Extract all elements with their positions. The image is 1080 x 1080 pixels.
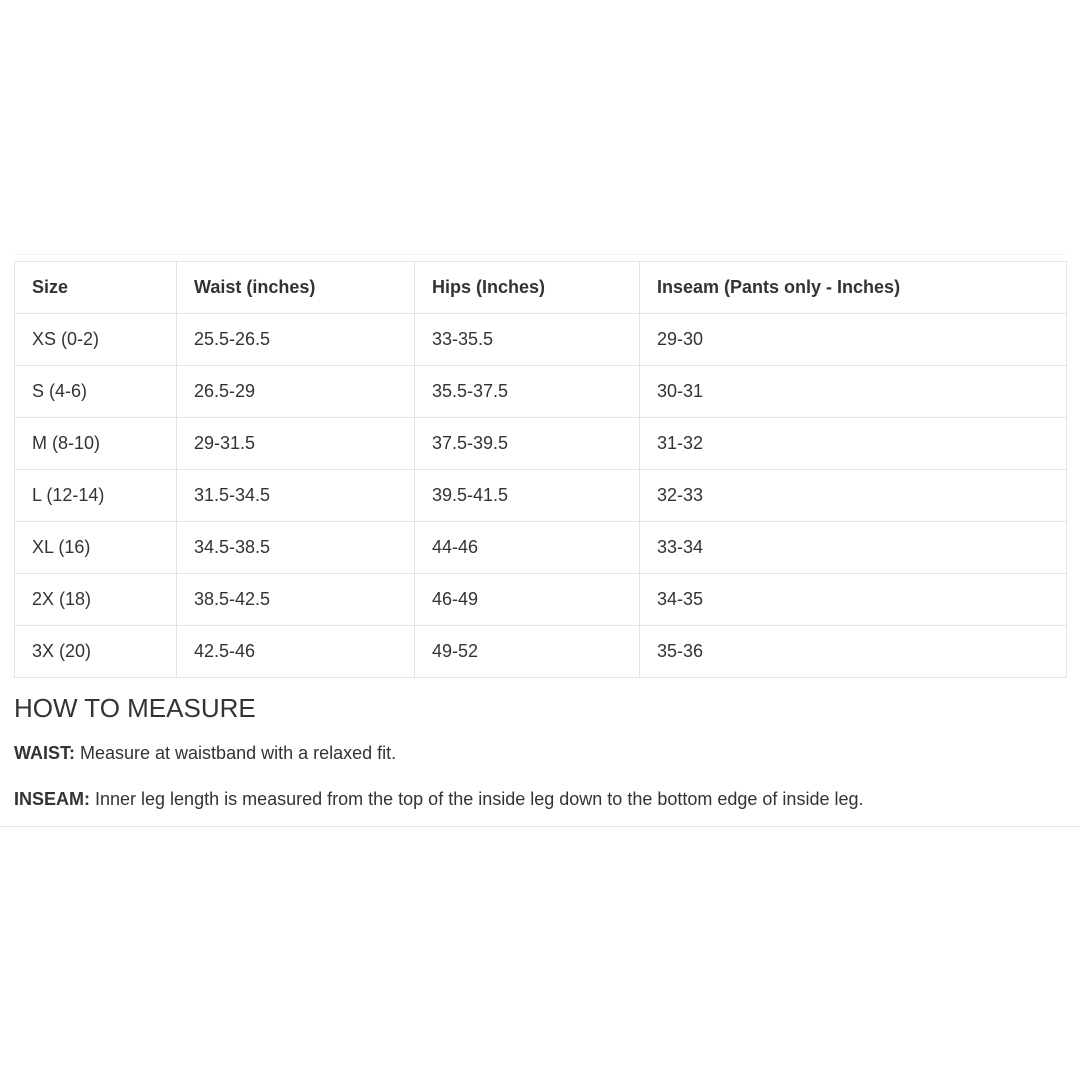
table-row <box>15 574 1067 626</box>
cell-inseam: 32-33 <box>640 470 1067 522</box>
header-hips: Hips (Inches) <box>415 262 640 314</box>
table-row <box>15 626 1067 678</box>
cell-size: XL (16) <box>15 522 177 574</box>
cell-size: L (12-14) <box>15 470 177 522</box>
table-row <box>15 314 1067 366</box>
cell-waist: 25.5-26.5 <box>177 314 415 366</box>
cell-inseam: 34-35 <box>640 574 1067 626</box>
inseam-instruction <box>14 789 863 810</box>
cell-waist: 26.5-29 <box>177 366 415 418</box>
cell-waist: 29-31.5 <box>177 418 415 470</box>
table-top-border <box>14 254 1065 255</box>
table-header-row <box>15 262 1067 314</box>
cell-hips: 37.5-39.5 <box>415 418 640 470</box>
cell-hips: 46-49 <box>415 574 640 626</box>
inseam-term: INSEAM: <box>14 789 90 809</box>
cell-inseam: 29-30 <box>640 314 1067 366</box>
cell-size: 2X (18) <box>15 574 177 626</box>
cell-hips: 44-46 <box>415 522 640 574</box>
waist-text: Measure at waistband with a relaxed fit. <box>75 743 397 763</box>
cell-waist: 38.5-42.5 <box>177 574 415 626</box>
header-waist: Waist (inches) <box>177 262 415 314</box>
how-to-measure-heading: HOW TO MEASURE <box>14 693 256 723</box>
section-divider <box>0 826 1080 827</box>
cell-waist: 31.5-34.5 <box>177 470 415 522</box>
cell-hips: 49-52 <box>415 626 640 678</box>
inseam-text: Inner leg length is measured from the top of the inside leg down to the bottom edge of inside leg. <box>90 789 864 809</box>
cell-hips: 33-35.5 <box>415 314 640 366</box>
table-row <box>15 366 1067 418</box>
table-row <box>15 470 1067 522</box>
cell-inseam: 35-36 <box>640 626 1067 678</box>
cell-hips: 39.5-41.5 <box>415 470 640 522</box>
table-row <box>15 522 1067 574</box>
cell-size: M (8-10) <box>15 418 177 470</box>
table-row <box>15 418 1067 470</box>
waist-term: WAIST: <box>14 743 75 763</box>
waist-instruction <box>14 743 396 764</box>
header-inseam: Inseam (Pants only - Inches) <box>640 262 1067 314</box>
cell-inseam: 31-32 <box>640 418 1067 470</box>
cell-waist: 34.5-38.5 <box>177 522 415 574</box>
cell-size: 3X (20) <box>15 626 177 678</box>
cell-size: XS (0-2) <box>15 314 177 366</box>
size-chart-table <box>14 261 1067 678</box>
header-size: Size <box>15 262 177 314</box>
cell-inseam: 33-34 <box>640 522 1067 574</box>
cell-hips: 35.5-37.5 <box>415 366 640 418</box>
cell-inseam: 30-31 <box>640 366 1067 418</box>
cell-size: S (4-6) <box>15 366 177 418</box>
cell-waist: 42.5-46 <box>177 626 415 678</box>
